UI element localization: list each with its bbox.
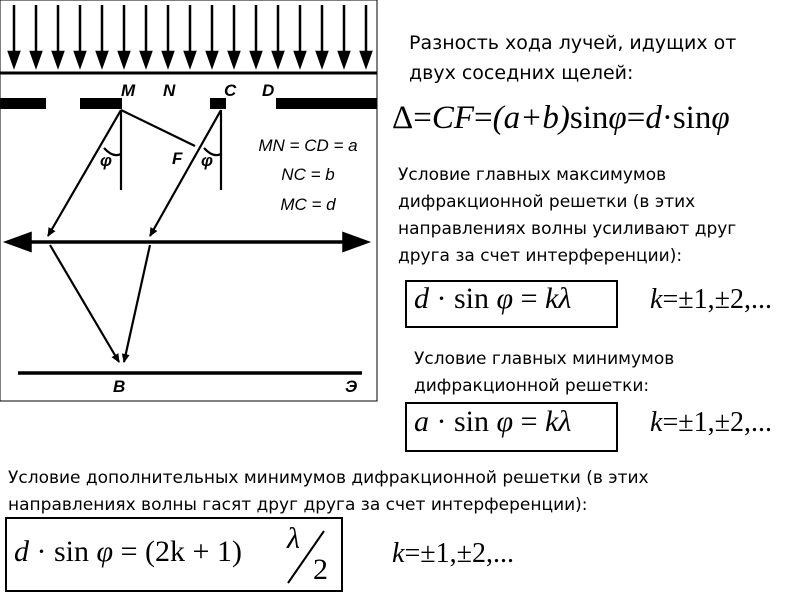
equals-sign: = xyxy=(662,407,679,438)
equation-mn-cd-a: MN = CD = a xyxy=(258,136,358,155)
label-B: B xyxy=(113,377,126,396)
label-M: M xyxy=(121,81,136,100)
equation-mc-d: MC = d xyxy=(280,195,336,214)
equals-sign: = xyxy=(474,100,493,136)
label-F: F xyxy=(172,149,183,168)
label-phi-right: φ xyxy=(201,151,213,170)
label-screen: Э xyxy=(345,377,358,396)
additional-minima-k-values xyxy=(392,538,514,570)
d-symbol: d xyxy=(414,282,429,315)
path-difference-text: Разность хода лучей, идущих от двух соседних щелей: xyxy=(409,32,737,84)
k-values: ±1,±2,... xyxy=(678,284,772,315)
k-variable: k xyxy=(650,284,663,315)
k-variable: k xyxy=(650,407,663,438)
equals-sign: = xyxy=(404,538,421,569)
lambda-numerator: λ xyxy=(287,522,300,555)
sin-function: sin xyxy=(454,405,490,438)
additional-minima-formula xyxy=(14,535,242,569)
main-minima-text: Условие главных минимумов дифракционной решетки: xyxy=(414,349,675,396)
path-difference-formula xyxy=(392,100,730,137)
phi-symbol: φ xyxy=(96,535,114,568)
label-phi-left: φ xyxy=(100,151,112,170)
sin-function: sin xyxy=(569,100,609,136)
d-symbol: d xyxy=(14,535,29,568)
phi-symbol: φ xyxy=(496,405,514,438)
additional-minima-text: Условие дополнительных минимумов дифракционной решетки (в этих направлениях волны гасят друг друга за счет интерференции): xyxy=(8,468,649,515)
a-plus-b: (a+b) xyxy=(492,100,570,136)
equation-nc-b: NC = b xyxy=(281,165,335,184)
main-minima-formula xyxy=(414,405,571,439)
label-C: C xyxy=(224,81,237,100)
diffraction-grating-diagram xyxy=(0,0,378,402)
d-symbol: d xyxy=(645,100,662,136)
dot-operator: · xyxy=(661,100,673,136)
label-D: D xyxy=(262,81,275,100)
dot-operator: · xyxy=(36,535,47,568)
label-N: N xyxy=(163,81,176,100)
k-variable: k xyxy=(392,538,405,569)
sin-function: sin xyxy=(54,535,90,568)
a-symbol: a xyxy=(414,405,429,438)
phi-symbol: φ xyxy=(608,100,627,136)
sin-function: sin xyxy=(454,282,490,315)
k-values: ±1,±2,... xyxy=(678,407,772,438)
equals-sign: = xyxy=(626,100,646,136)
equals-sign: = xyxy=(662,284,679,315)
denominator-two: 2 xyxy=(313,553,328,586)
main-minima-k-values xyxy=(650,407,772,439)
phi-symbol: φ xyxy=(711,100,730,136)
delta-symbol: Δ xyxy=(392,100,414,136)
sin-function: sin xyxy=(672,100,712,136)
k-lambda: kλ xyxy=(545,405,572,438)
main-maxima-formula xyxy=(414,282,571,316)
main-maxima-k-values xyxy=(650,284,772,316)
main-maxima-text: Условие главных максимумов дифракционной решетки (в этих направлениях волны усиливают друг друга за счет интерференции): xyxy=(398,165,737,266)
k-lambda: kλ xyxy=(545,282,572,315)
k-values: ±1,±2,... xyxy=(420,538,514,569)
equals-sign: = xyxy=(413,100,432,136)
equals-sign: = xyxy=(520,405,538,438)
dot-operator: · xyxy=(436,282,447,315)
two-k-plus-one: (2k + 1) xyxy=(145,535,242,568)
dot-operator: · xyxy=(436,405,447,438)
equals-sign: = xyxy=(520,282,538,315)
phi-symbol: φ xyxy=(496,282,514,315)
equals-sign: = xyxy=(120,535,138,568)
cf-symbol: CF xyxy=(431,100,475,136)
